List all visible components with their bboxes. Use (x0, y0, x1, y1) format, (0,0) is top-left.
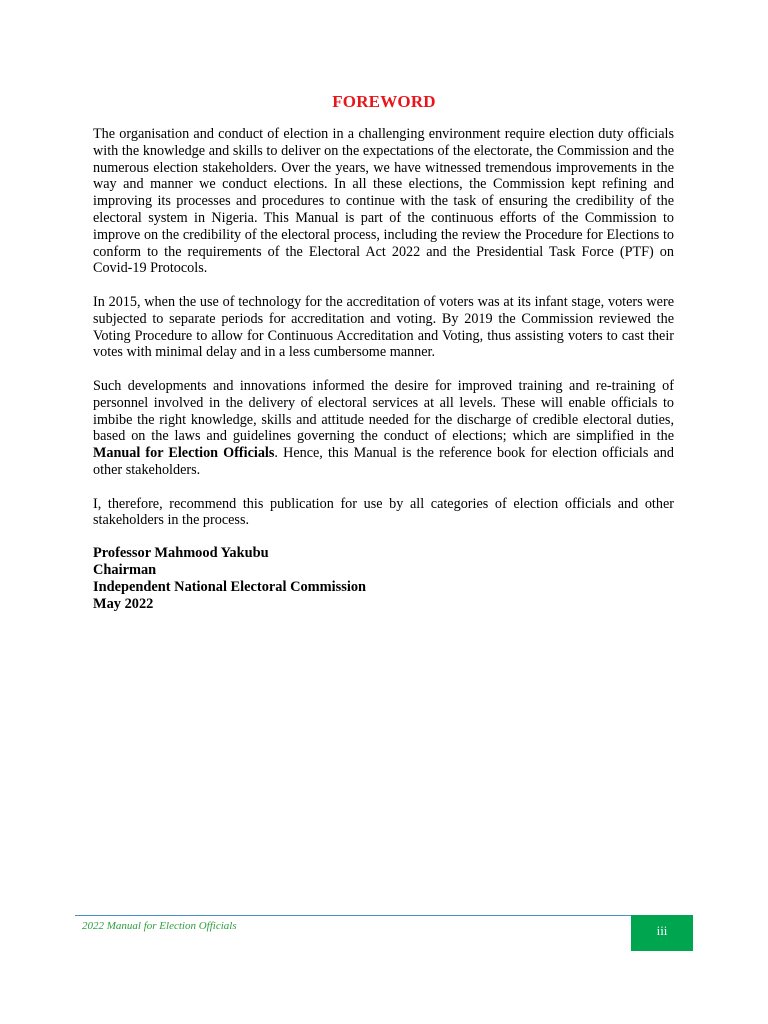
signatory-name: Professor Mahmood Yakubu (93, 545, 269, 562)
paragraph-4: I, therefore, recommend this publication for use by all categories of election officials and other stakeholders in the process. (93, 495, 674, 529)
paragraph-2: In 2015, when the use of technology for the accreditation of voters was at its infant stage, voters were subjected to separate periods for accreditation and voting. By 2019 the Commission reviewed the Voting Procedure to allow for Continuous Accreditation and Voting, thus assisting voters to cast their votes with minimal delay and in a less cumbersome manner. (93, 293, 674, 361)
page-number: iii (656, 923, 668, 938)
signatory-role: Chairman (93, 561, 157, 578)
paragraph-3-text-end: . Hence, this Manual is the reference book for election officials and other stakeholders. (93, 445, 674, 478)
footer-divider (75, 915, 631, 916)
manual-title-emphasis: Manual for Election Officials (93, 445, 275, 462)
page-title: FOREWORD (332, 92, 436, 111)
paragraph-3-text-start: Such developments and innovations informed the desire for improved training and re-training of personnel involved in the delivery of electoral services at all levels. These will enable officials to imbibe the right knowledge, skills and attitude needed for the discharge of credible electoral duties, based on the laws and guidelines governing the conduct of elections; which are simplified in the (93, 377, 674, 445)
paragraph-3 (93, 378, 674, 479)
foreword-body (93, 126, 674, 612)
page-number-badge (631, 915, 693, 951)
signature-block (93, 545, 674, 612)
signature-date: May 2022 (93, 595, 154, 612)
paragraph-1: The organisation and conduct of election in a challenging environment require election duty officials with the knowledge and skills to deliver on the expectations of the electorate, the Commission and the numerous election stakeholders. Over the years, we have witnessed tremendous improvements in the way and manner we conduct elections. In all these elections, the Commission kept refining and improving its processes and procedures to continue with the task of ensuring the credibility of the electoral system in Nigeria. This Manual is part of the continuous efforts of the Commission to improve on the credibility of the electoral process, including the review the Procedure for Elections to conform to the requirements of the Electoral Act 2022 and the Presidential Task Force (PTF) on Covid-19 Protocols. (93, 126, 674, 277)
footer-title: 2022 Manual for Election Officials (82, 920, 237, 932)
signatory-organization: Independent National Electoral Commission (93, 578, 367, 595)
